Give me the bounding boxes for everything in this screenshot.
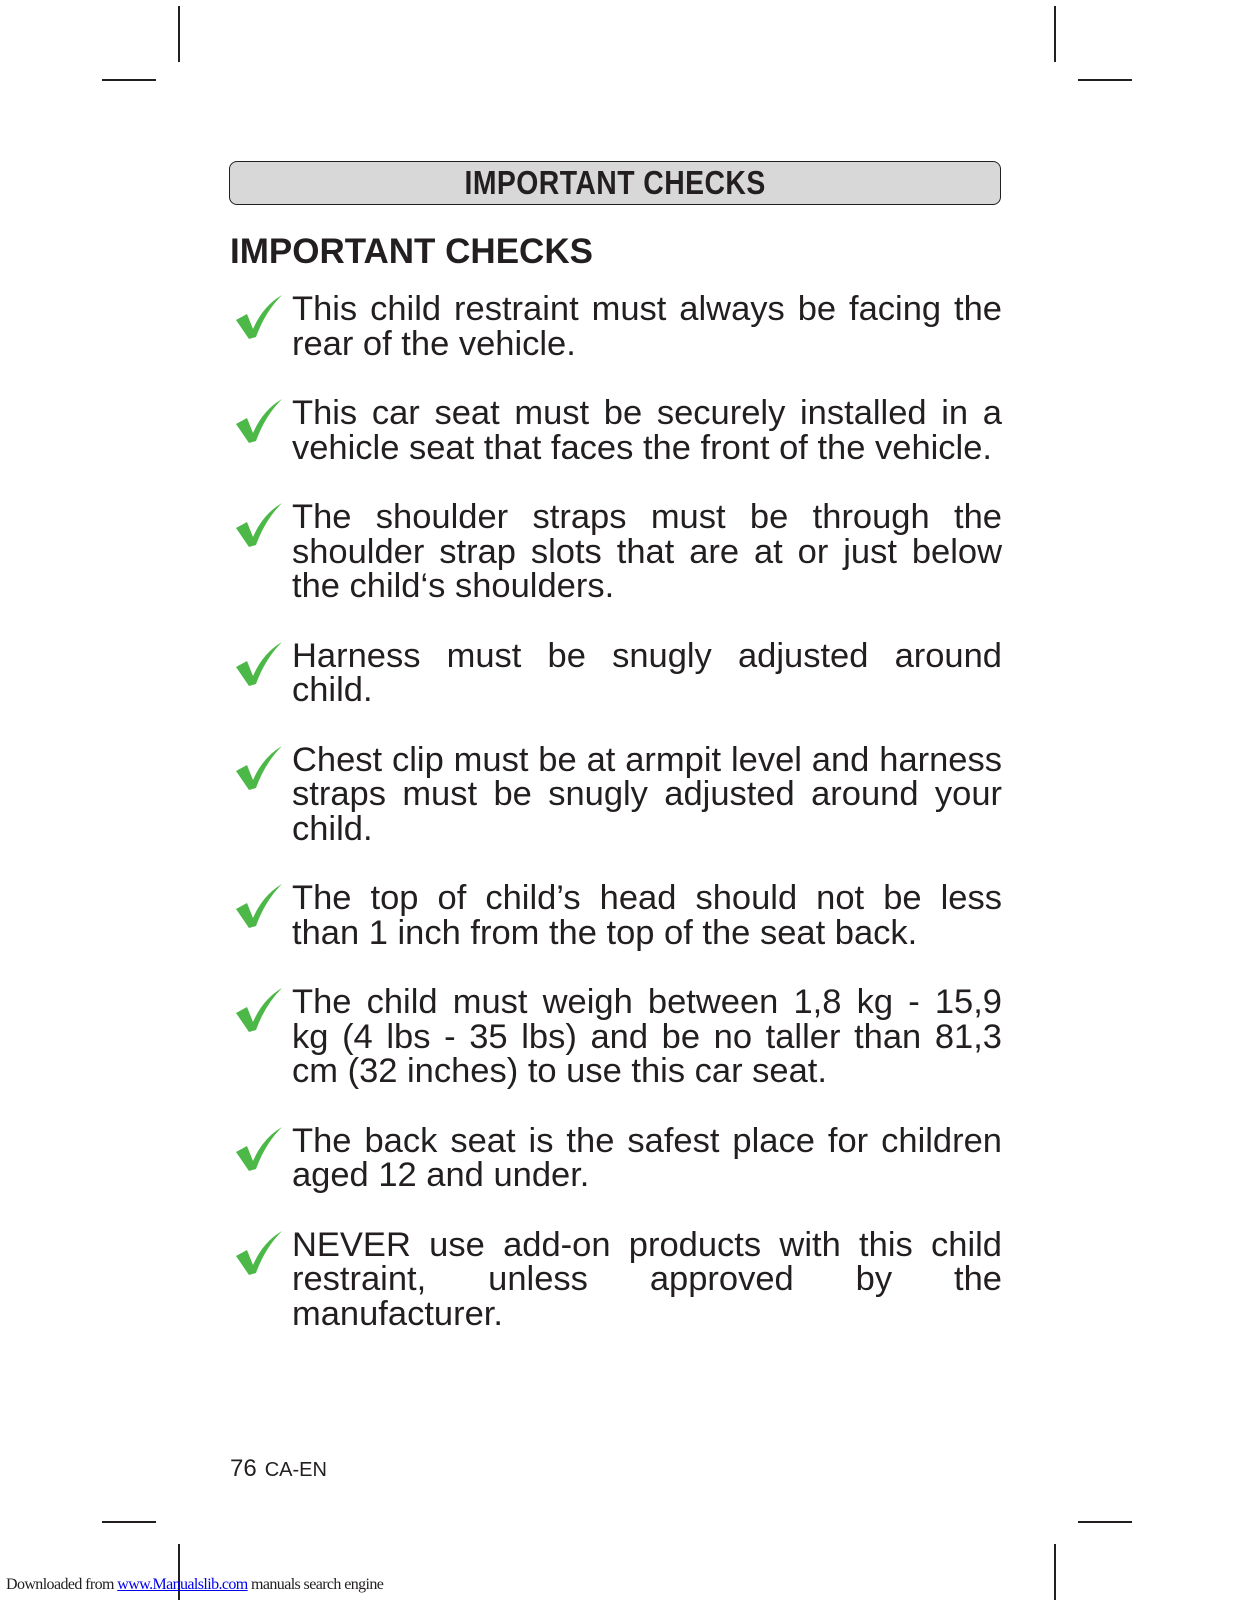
check-item-text: Chest clip must be at armpit level and harness straps must be snugly adjusted around your child. — [292, 740, 1002, 848]
crop-mark-bottom-left-horizontal — [102, 1521, 156, 1523]
check-mark-icon — [232, 881, 284, 933]
check-mark-icon — [232, 1124, 284, 1176]
check-mark-icon — [232, 743, 284, 795]
check-mark-icon — [232, 292, 284, 344]
section-heading: IMPORTANT CHECKS — [230, 232, 593, 271]
crop-mark-top-left-vertical — [178, 6, 180, 62]
check-item — [230, 500, 1002, 604]
check-item — [230, 292, 1002, 361]
check-item — [230, 985, 1002, 1089]
check-item — [230, 881, 1002, 950]
page-footer — [230, 1455, 327, 1484]
download-note-prefix: Downloaded from — [6, 1576, 118, 1593]
check-mark-icon — [232, 985, 284, 1037]
check-item-text: The shoulder straps must be through the shoulder strap slots that are at or just below the child‘s shoulders. — [292, 498, 1002, 605]
check-mark-icon — [232, 639, 284, 691]
crop-mark-top-right-horizontal — [1078, 79, 1132, 81]
check-item-text: NEVER use add-on products with this child restraint, unless approved by the manufacturer. — [292, 1225, 1002, 1333]
check-mark-icon — [232, 396, 284, 448]
check-item-text: Harness must be snugly adjusted around child. — [292, 636, 1002, 709]
crop-mark-top-right-vertical — [1054, 6, 1056, 62]
crop-mark-bottom-right-vertical — [1054, 1544, 1056, 1600]
section-banner — [229, 161, 1001, 205]
check-item — [230, 396, 1002, 465]
download-note — [6, 1576, 383, 1594]
check-mark-icon — [232, 1228, 284, 1280]
check-item — [230, 1121, 1002, 1194]
crop-mark-bottom-right-horizontal — [1078, 1521, 1132, 1523]
check-item — [230, 1225, 1002, 1333]
check-mark-icon — [232, 500, 284, 552]
page-number: 76 — [230, 1455, 257, 1482]
crop-mark-top-left-horizontal — [102, 79, 156, 81]
checks-list — [230, 292, 1002, 1366]
manualslib-link[interactable]: www.Manualslib.com — [117, 1576, 248, 1593]
check-item-text: The child must weigh between 1,8 kg - 15,9 kg (4 lbs - 35 lbs) and be no taller than 81,3 cm (32 inches) to use this car seat. — [292, 983, 1002, 1090]
banner-title: IMPORTANT CHECKS — [464, 164, 766, 201]
check-item-text: The back seat is the safest place for children aged 12 and under. — [292, 1121, 1002, 1194]
check-item-text: This child restraint must always be facing the rear of the vehicle. — [292, 290, 1002, 363]
check-item-text: The top of child’s head should not be less than 1 inch from the top of the seat back. — [292, 879, 1002, 952]
locale-code: CA-EN — [264, 1459, 327, 1481]
check-item — [230, 636, 1002, 709]
check-item-text: This car seat must be securely installed in a vehicle seat that faces the front of the vehicle. — [292, 394, 1002, 467]
download-note-suffix: manuals search engine — [247, 1576, 384, 1593]
check-item — [230, 740, 1002, 848]
